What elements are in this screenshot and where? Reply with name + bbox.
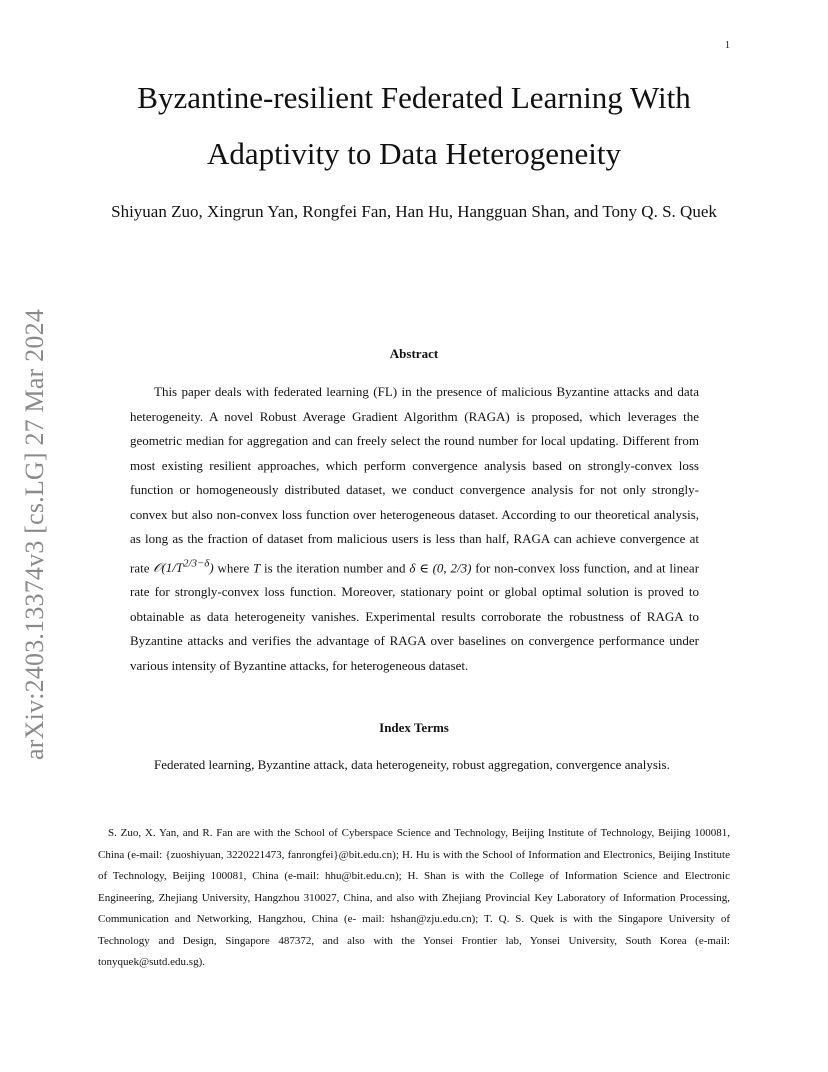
paper-title: Byzantine-resilient Federated Learning With Adaptivity to Data Heterogeneity	[137, 80, 691, 171]
abstract-heading: Abstract	[389, 346, 439, 361]
abstract-text-part: This paper deals with federated learning (FL) in the presence of malicious Byzantine attacks and data heterogeneity. A novel Robust Average Gradient Algorithm (RAGA) is proposed, which leverages the geometric median for aggregation and can freely select the round number for local updating. Different from most existing resilient approaches, which perform convergence analysis based on strongly-convex loss function or homogeneously distributed dataset, we conduct convergence analysis for not only strongly-convex but also non-convex loss function over heterogeneous dataset. According to our theoretical analysis, as long as the fraction of dataset from malicious users is less than half, RAGA can achieve convergence at rate	[130, 384, 699, 575]
index-terms-heading: Index Terms	[379, 720, 449, 735]
rate-expression-exponent: 2/3−δ	[183, 557, 210, 570]
abstract-text	[130, 380, 699, 678]
abstract-text-part: for non-convex loss function, and at linear rate for strongly-convex loss function. Moreover, stationary point or global optimal solution is proved to obtainable as data heterogeneity vanishes. Experimental results corroborate the robustness of RAGA to Byzantine attacks and verifies the advantage of RAGA over baselines on convergence performance under various intensity of Byzantine attacks, for heterogeneous dataset.	[130, 559, 700, 673]
abstract-text-part: is the iteration number and	[260, 559, 410, 575]
abstract-text-part: where	[213, 559, 254, 575]
delta-range-expression: δ ∈ (0, 2/3)	[409, 559, 472, 575]
author-affiliation-footnote: S. Zuo, X. Yan, and R. Fan are with the School of Cyberspace Science and Technology, Beijing Institute of Technology, Beijing 100081, China (e-mail: {zuoshiyuan, 3220221473, fanrongfei}@bit.edu.cn); H. Hu is with the School of Information and Electronics, Beijing Institute of Technology, Beijing 100081, China (e-mail: hhu@bit.edu.cn); H. Shan is with the College of Information Science and Electronic Engineering, Zhejiang University, Hangzhou 310027, China, and also with Zhejiang Provincial Key Laboratory of Information Processing, Communication and Networking, Hangzhou, China (e- mail: hshan@zju.edu.cn); T. Q. S. Quek is with the Singapore University of Technology and Design, Singapore 487372, and also with the Yonsei Frontier lab, Yonsei University, South Korea (e-mail: tonyquek@sutd.edu.sg).	[98, 827, 730, 968]
page-number: 1	[725, 40, 730, 51]
author-list: Shiyuan Zuo, Xingrun Yan, Rongfei Fan, Han Hu, Hangguan Shan, and Tony Q. S. Quek	[111, 202, 717, 221]
index-terms-text: Federated learning, Byzantine attack, data heterogeneity, robust aggregation, convergence analysis.	[154, 757, 670, 772]
rate-expression-close: )	[209, 559, 214, 575]
rate-expression-base: 𝒪(1/T	[153, 559, 184, 575]
arxiv-identifier[interactable]: arXiv:2403.13374v3 [cs.LG] 27 Mar 2024	[20, 309, 49, 760]
iteration-variable: T	[253, 559, 261, 575]
convergence-rate-expression	[153, 557, 214, 575]
